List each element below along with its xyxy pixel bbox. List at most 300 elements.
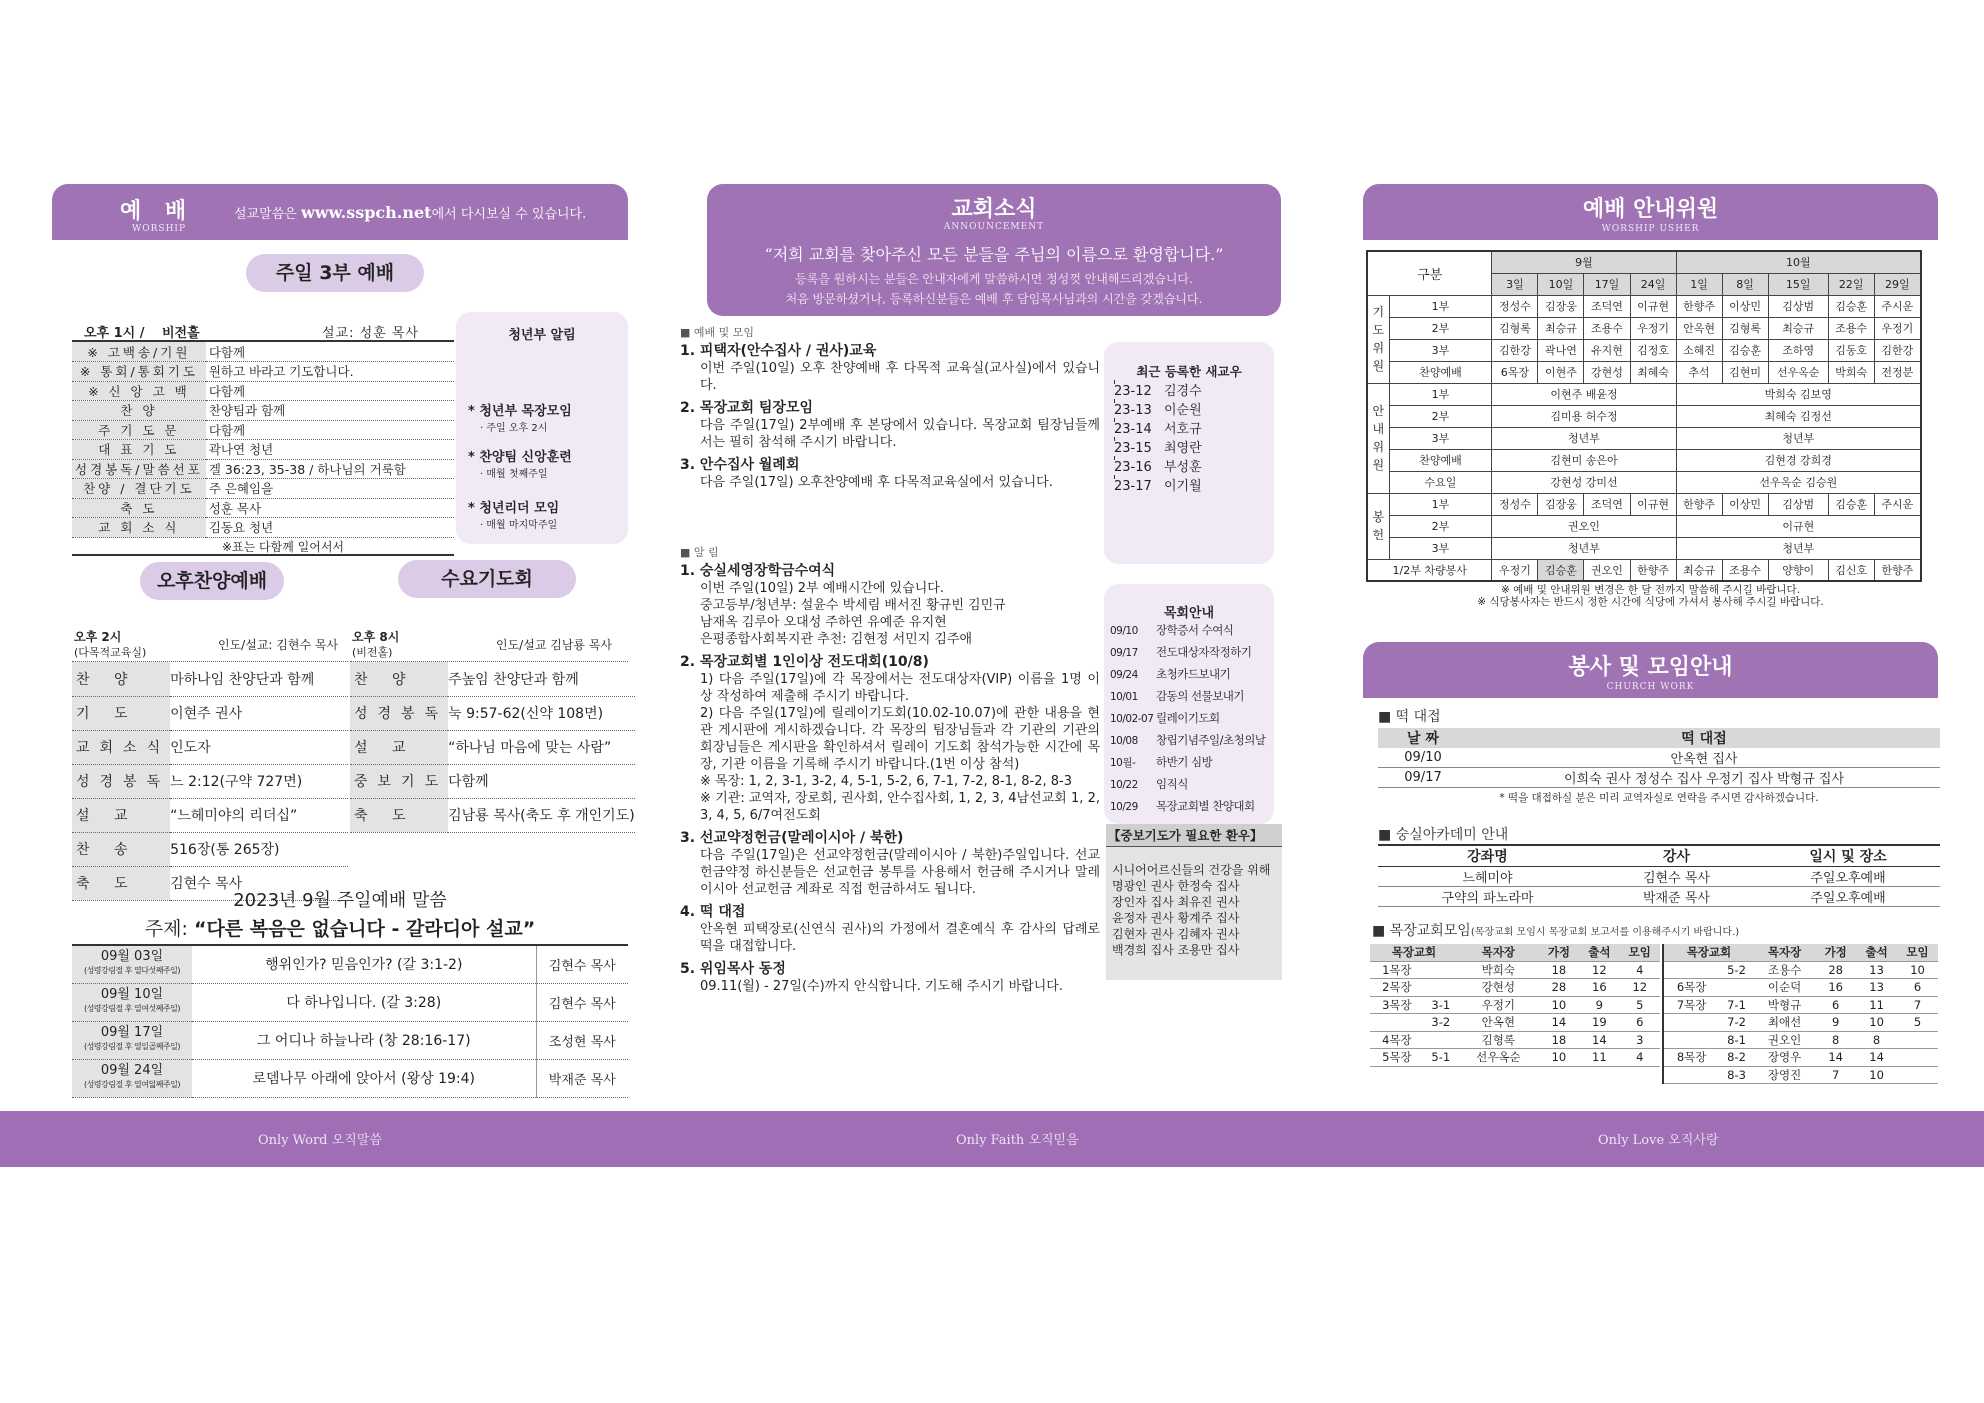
service-value: 김현수 목사 <box>170 866 348 900</box>
mok-cell: 6 <box>1620 1014 1660 1032</box>
mok-cell: 9 <box>1815 1014 1856 1032</box>
usher-cell: 이현주 <box>1538 361 1584 383</box>
mok-cell: 13 <box>1856 979 1897 997</box>
usher-cell: 청년부 <box>1492 537 1676 559</box>
usher-cell: 이현주 배윤정 <box>1492 383 1676 405</box>
service-label: 성경봉독 <box>350 696 448 730</box>
usher-cell: 김정호 <box>1630 339 1676 361</box>
mok-row <box>1663 1049 1938 1067</box>
order-label: ※ 통회/통회기도 <box>72 362 206 382</box>
news-item <box>680 654 1100 824</box>
mok-row <box>1370 961 1660 979</box>
usher-cell: 김승훈 <box>1538 559 1584 581</box>
mok-cell: 5목장 <box>1370 1049 1424 1067</box>
order-value: 겔 36:23, 35-38 / 하나님의 거룩함 <box>206 459 454 479</box>
afternoon-service <box>72 626 348 901</box>
order-value: 찬양팀과 함께 <box>206 401 454 421</box>
wednesday-head: 오후 8시 (비전홀) 인도/설교 김남룡 목사 <box>350 626 628 662</box>
news-welcome-1: 등록을 원하시는 분들은 안내자에게 말씀하시면 정성껏 안내해드리겠습니다. <box>795 272 1193 286</box>
usher-cell: 김형록 <box>1722 317 1768 339</box>
news-title: 교회소식 <box>951 197 1037 222</box>
mok-cell: 선우옥순 <box>1458 1049 1539 1067</box>
academy-head-cell: 일시 및 장소 <box>1756 845 1940 867</box>
usher-row-label: 2부 <box>1389 515 1492 537</box>
academy-cell: 주일오후예배 <box>1756 867 1940 887</box>
mok-cell: 14 <box>1579 1031 1619 1049</box>
mok-row <box>1370 1049 1660 1067</box>
service-label: 설 교 <box>72 798 170 832</box>
usher-sep: 9월 <box>1492 251 1676 273</box>
mok-cell: 12 <box>1620 979 1660 997</box>
rice-name: 안옥현 집사 <box>1468 748 1940 768</box>
mok-row <box>1370 979 1660 997</box>
mok-cell: 3-2 <box>1424 1014 1458 1032</box>
usher-offer-row <box>1367 493 1921 515</box>
mok-cell <box>1663 1031 1719 1049</box>
usher-cell: 우정기 <box>1874 317 1921 339</box>
service-label: 성경봉독 <box>72 764 170 798</box>
academy-head-cell: 강좌명 <box>1378 845 1597 867</box>
prayer-box <box>1106 824 1282 980</box>
service-label: 찬 송 <box>72 832 170 866</box>
mok-cell: 6 <box>1815 996 1856 1014</box>
usher-group-guide: 안내위원 <box>1367 383 1389 493</box>
usher-prayer-row <box>1367 361 1921 383</box>
usher-cell: 안옥현 <box>1676 317 1722 339</box>
usher-cell: 김승훈 <box>1722 339 1768 361</box>
sermon-date: 09월 17일 (성령강림절 후 열일곱째주일) <box>72 1021 192 1059</box>
usher-cell: 정성수 <box>1492 295 1538 317</box>
newcomer-row: 23-14 서호규 <box>1114 422 1202 437</box>
sermon-text: 그 어디나 하늘나라 (창 28:16-17) <box>192 1021 536 1059</box>
news-item-body: 다음 주일(17일)은 선교약정헌금(말레이시아 / 북한)주일입니다. 선교헌금약정 하신분들은 선교헌금 봉투를 사용해서 헌금해 주시거나 말레이시아 선교헌금 계좌로 직접 헌금하셔도 됩니다. <box>700 848 1100 897</box>
sermon-preacher: 김현수 목사 <box>536 983 628 1021</box>
usher-cell: 김형록 <box>1492 317 1538 339</box>
mok-cell: 4 <box>1620 961 1660 979</box>
news-item-body: 안옥현 피택장로(신연식 권사)의 가정에서 결혼예식 후 감사의 답례로 떡을 대접합니다. <box>700 922 1100 954</box>
service-value: 516장(통 265장) <box>170 832 348 866</box>
usher-note-1: ※ 예배 및 안내위원 변경은 한 달 전까지 말씀해 주시길 바랍니다. <box>1500 584 1801 596</box>
mok-cell: 11 <box>1856 996 1897 1014</box>
news-item-title: 2. 목장교회 팀장모임 <box>680 400 813 416</box>
usher-cell: 이규현 <box>1630 493 1676 515</box>
youth-notice-box <box>456 312 628 544</box>
mok-row <box>1663 1014 1938 1032</box>
service-row <box>350 798 635 832</box>
service-title: 봉사 및 모임안내 <box>1568 655 1733 680</box>
usher-sub: WORSHIP USHER <box>1601 224 1700 234</box>
sermon-row <box>72 1021 628 1059</box>
usher-date: 29일 <box>1874 273 1921 295</box>
pastoral-row: 10/02-07 릴레이기도회 <box>1110 711 1220 725</box>
usher-date: 17일 <box>1584 273 1630 295</box>
usher-row-label: 3부 <box>1389 339 1492 361</box>
mok-cell: 1목장 <box>1370 961 1424 979</box>
usher-cell: 박희숙 <box>1828 361 1874 383</box>
mok-row <box>1663 1066 1938 1084</box>
order-row <box>72 401 454 421</box>
order-row <box>72 479 454 499</box>
news-section-2 <box>680 544 1100 1001</box>
worship-note-pre: 설교말씀은 <box>234 207 301 222</box>
usher-cell: 최혜숙 <box>1630 361 1676 383</box>
footer-faith: Only Faith 오직믿음 <box>956 1133 1079 1148</box>
usher-cell: 최혜숙 김정선 <box>1676 405 1921 427</box>
academy-cell: 느헤미야 <box>1378 867 1597 887</box>
service-label: 설 교 <box>350 730 448 764</box>
mok-cell <box>1663 1066 1719 1084</box>
rice-name: 이희숙 권사 정성수 집사 우정기 집사 박형규 집사 <box>1468 768 1940 788</box>
usher-group-offer: 봉헌 <box>1367 493 1389 559</box>
mok-cell: 장영진 <box>1754 1066 1815 1084</box>
service-row <box>350 764 635 798</box>
news-section-1-title: ■ 예배 및 모임 <box>680 326 755 339</box>
mok-cell: 10 <box>1856 1014 1897 1032</box>
mok-cell: 19 <box>1579 1014 1619 1032</box>
usher-cell: 김상범 <box>1768 493 1828 515</box>
service-row <box>350 662 635 696</box>
order-row <box>72 362 454 382</box>
usher-date: 1일 <box>1676 273 1722 295</box>
mok-head-cell: 목자장 <box>1458 944 1539 961</box>
order-row <box>72 381 454 401</box>
rice-head-date: 날 짜 <box>1378 728 1468 748</box>
newcomer-row: 23-12 김경수 <box>1114 384 1202 399</box>
usher-title: 예배 안내위원 <box>1582 197 1719 222</box>
third-service-title: 주일 3부 예배 <box>246 254 424 292</box>
wednesday-title: 수요기도회 <box>398 560 576 598</box>
mok-title: ■ 목장교회모임(목장교회 모임시 목장교회 보고서를 이용해주시기 바랍니다.) <box>1372 923 1740 939</box>
news-item-title: 2. 목장교회별 1인이상 전도대회(10/8) <box>680 654 929 670</box>
usher-header <box>1363 184 1938 240</box>
mok-cell: 8-3 <box>1719 1066 1754 1084</box>
mok-row <box>1663 996 1938 1014</box>
service-value: 이현주 권사 <box>170 696 348 730</box>
mok-cell: 6 <box>1897 979 1938 997</box>
usher-cell: 한향주 <box>1676 295 1722 317</box>
usher-cell: 조덕연 <box>1584 295 1630 317</box>
usher-cell: 김상범 <box>1768 295 1828 317</box>
usher-cell: 강현성 <box>1584 361 1630 383</box>
mok-cell: 14 <box>1539 1014 1579 1032</box>
order-value: 성훈 목사 <box>206 498 454 518</box>
usher-cell: 선우옥순 김승원 <box>1676 471 1921 493</box>
news-item-body: 이번 주일(10일) 오후 찬양예배 후 다목적 교육실(교사실)에서 있습니다. <box>700 361 1100 393</box>
mok-cell: 안옥현 <box>1458 1014 1539 1032</box>
usher-cell: 주시운 <box>1874 295 1921 317</box>
sermon-row <box>72 983 628 1021</box>
usher-cell: 전정분 <box>1874 361 1921 383</box>
rice-date: 09/10 <box>1378 748 1468 768</box>
order-value: 다함께 <box>206 420 454 440</box>
service-value: “느헤미야의 리더십” <box>170 798 348 832</box>
mok-cell <box>1663 961 1719 979</box>
order-value: 다함께 <box>206 381 454 401</box>
usher-cell: 박희숙 김보영 <box>1676 383 1921 405</box>
mok-cell: 3 <box>1620 1031 1660 1049</box>
usher-row-label: 찬양예배 <box>1389 449 1492 471</box>
mok-cell: 16 <box>1815 979 1856 997</box>
mok-cell: 4 <box>1620 1049 1660 1067</box>
rice-row <box>1378 768 1940 788</box>
usher-table <box>1366 250 1922 582</box>
sermon-row <box>72 945 628 983</box>
order-label: 주 기 도 문 <box>72 420 206 440</box>
usher-cell: 김현경 강희경 <box>1676 449 1921 471</box>
mok-head-cell: 모임 <box>1897 944 1938 961</box>
news-item-title: 1. 숭실세영장학금수여식 <box>680 563 836 579</box>
footer-love: Only Love 오직사랑 <box>1598 1133 1719 1148</box>
service-row <box>72 730 348 764</box>
usher-prayer-row <box>1367 317 1921 339</box>
mok-cell: 10 <box>1897 961 1938 979</box>
news-item-body: ※ 목장: 1, 2, 3-1, 3-2, 4, 5-1, 5-2, 6, 7-1, 7-2, 8-1, 8-2, 8-3 <box>700 774 1073 789</box>
news-item-body: 은평종합사회복지관 추천: 김현정 서민지 김주애 <box>700 632 973 647</box>
mok-cell: 10 <box>1539 996 1579 1014</box>
usher-cell: 김승훈 <box>1828 295 1874 317</box>
usher-cell: 김한강 <box>1492 339 1538 361</box>
usher-cell: 정성수 <box>1492 493 1538 515</box>
pastoral-row: 10/29 목장교회별 찬양대회 <box>1110 799 1255 813</box>
service-value: 다함께 <box>448 764 635 798</box>
mok-cell: 권오인 <box>1754 1031 1815 1049</box>
mok-cell: 13 <box>1856 961 1897 979</box>
usher-cell: 이상민 <box>1722 295 1768 317</box>
order-row <box>72 420 454 440</box>
service-value: 김남룡 목사(축도 후 개인기도) <box>448 798 635 832</box>
usher-cell: 김장웅 <box>1538 295 1584 317</box>
worship-sub: WORSHIP <box>132 224 187 234</box>
usher-cell: 김현미 송은아 <box>1492 449 1676 471</box>
order-row <box>72 342 454 362</box>
news-item-body: 남재옥 김루아 오대성 주하연 유예준 유지현 <box>700 615 947 630</box>
mok-cell: 10 <box>1856 1066 1897 1084</box>
news-welcome-2: 처음 방문하셨거나, 등록하신분들은 예배 후 담임목사님과의 시간을 갖겠습니다. <box>785 292 1203 306</box>
mok-cell: 18 <box>1539 1031 1579 1049</box>
prayer-row: 윤정자 권사 황계주 집사 <box>1112 911 1240 925</box>
mok-cell: 8목장 <box>1663 1049 1719 1067</box>
sermon-table <box>72 944 628 1098</box>
usher-guide-row <box>1367 427 1921 449</box>
usher-cell: 청년부 <box>1492 427 1676 449</box>
mok-head-cell: 가정 <box>1539 944 1579 961</box>
usher-cell: 김한강 <box>1874 339 1921 361</box>
newcomers-title: 최근 등록한 새교우 <box>1136 364 1242 379</box>
newcomer-row: 23-13 이순원 <box>1114 403 1202 418</box>
mok-row <box>1663 961 1938 979</box>
sermon-theme: 주제: “다른 복음은 없습니다 - 갈라디아 설교” <box>144 918 536 940</box>
usher-cell: 한향주 <box>1630 559 1676 581</box>
mok-table-right <box>1662 944 1938 1084</box>
usher-car-row <box>1367 559 1921 581</box>
mok-head <box>1663 944 1938 961</box>
mok-cell: 2목장 <box>1370 979 1424 997</box>
usher-cell: 선우옥순 <box>1768 361 1828 383</box>
usher-cell: 권오인 <box>1492 515 1676 537</box>
mok-row <box>1370 1014 1660 1032</box>
mok-head-cell: 목자장 <box>1754 944 1815 961</box>
prayer-row: 장인자 집사 최유진 권사 <box>1112 895 1240 909</box>
service-row <box>72 832 348 866</box>
news-item-title: 3. 안수집사 월례회 <box>680 457 800 473</box>
news-item-title: 1. 피택자(안수집사 / 권사)교육 <box>680 343 877 359</box>
third-service-order <box>72 322 454 556</box>
usher-offer-row <box>1367 537 1921 559</box>
mok-cell: 7목장 <box>1663 996 1719 1014</box>
usher-row-label: 1부 <box>1389 493 1492 515</box>
mok-cell: 7-1 <box>1719 996 1754 1014</box>
service-sub: CHURCH WORK <box>1606 682 1695 692</box>
usher-date: 3일 <box>1492 273 1538 295</box>
order-row <box>72 518 454 538</box>
usher-cell: 조덕연 <box>1584 493 1630 515</box>
service-value: 마하나임 찬양단과 함께 <box>170 662 348 696</box>
pastoral-row: 09/10 장학증서 수여식 <box>1110 623 1234 637</box>
mok-cell <box>1663 1014 1719 1032</box>
mok-row <box>1663 979 1938 997</box>
usher-cell: 김승훈 <box>1828 493 1874 515</box>
usher-cell: 청년부 <box>1676 537 1921 559</box>
order-value: 곽나연 청년 <box>206 440 454 460</box>
usher-cell: 권오인 <box>1584 559 1630 581</box>
usher-car-label: 1/2부 차량봉사 <box>1367 559 1492 581</box>
prayer-intro: 시니어어르신들의 건강을 위해 <box>1112 863 1271 877</box>
footer-word: Only Word 오직말씀 <box>258 1133 382 1148</box>
mok-head-cell: 목장교회 <box>1663 944 1754 961</box>
usher-row-label: 2부 <box>1389 317 1492 339</box>
mok-cell <box>1719 979 1754 997</box>
mok-cell: 4목장 <box>1370 1031 1424 1049</box>
prayer-row: 백경희 집사 조용만 집사 <box>1112 943 1240 957</box>
usher-cell: 한향주 <box>1676 493 1722 515</box>
mok-cell: 5 <box>1620 996 1660 1014</box>
mok-head-cell: 가정 <box>1815 944 1856 961</box>
usher-row-label: 3부 <box>1389 427 1492 449</box>
sermon-date: 09월 10일 (성령강림절 후 열여섯째주일) <box>72 983 192 1021</box>
usher-cell: 조하영 <box>1768 339 1828 361</box>
service-label: 찬 양 <box>72 662 170 696</box>
sermon-date: 09월 24일 (성령강림절 후 열여덟째주일) <box>72 1059 192 1097</box>
mok-cell: 강현성 <box>1458 979 1539 997</box>
order-label: 찬양 / 결단기도 <box>72 479 206 499</box>
service-label: 교회소식 <box>72 730 170 764</box>
order-value: 다함께 <box>206 342 454 362</box>
mok-cell: 28 <box>1815 961 1856 979</box>
news-item-body: 다음 주일(17일) 오후찬양예배 후 다목적교육실에서 있습니다. <box>700 475 1053 490</box>
order-value: 주 은혜임을 <box>206 479 454 499</box>
academy-table <box>1378 844 1940 907</box>
service-label: 축 도 <box>350 798 448 832</box>
newcomer-row: 23-15 최영란 <box>1114 441 1202 456</box>
mok-cell <box>1424 979 1458 997</box>
usher-head-row <box>1367 251 1921 273</box>
youth-item-2: * 찬양팀 신앙훈련 · 매월 첫째주일 <box>468 450 572 480</box>
news-item-body: 09.11(월) - 27일(수)까지 안식합니다. 기도해 주시기 바랍니다. <box>700 979 1063 994</box>
usher-cell: 김미용 허수정 <box>1492 405 1676 427</box>
usher-cell: 김신호 <box>1828 559 1874 581</box>
news-sub: ANNOUNCEMENT <box>943 222 1045 232</box>
mok-cell: 우정기 <box>1458 996 1539 1014</box>
mok-cell: 14 <box>1815 1049 1856 1067</box>
mok-table-left <box>1370 944 1660 1067</box>
usher-cell: 최승규 <box>1676 559 1722 581</box>
pastoral-row: 10/08 창립기념주일/초청의날 <box>1110 733 1266 747</box>
mok-cell: 11 <box>1579 1049 1619 1067</box>
prayer-row: 명광인 권사 한정숙 집사 <box>1112 879 1240 893</box>
usher-cell: 조용수 <box>1828 317 1874 339</box>
sermon-text: 다 하나입니다. (갈 3:28) <box>192 983 536 1021</box>
service-row <box>72 764 348 798</box>
service-label: 기 도 <box>72 696 170 730</box>
usher-cell: 소혜진 <box>1676 339 1722 361</box>
mok-head-cell: 목장교회 <box>1370 944 1458 961</box>
usher-row-label: 1부 <box>1389 383 1492 405</box>
mok-cell: 5 <box>1897 1014 1938 1032</box>
third-service-foot: ※표는 다함께 일어서서 <box>72 538 454 556</box>
news-item <box>680 343 1100 394</box>
mok-cell: 14 <box>1856 1049 1897 1067</box>
mok-cell: 8-2 <box>1719 1049 1754 1067</box>
worship-note-post: 에서 다시보실 수 있습니다. <box>431 207 587 222</box>
service-value: “하나님 마음에 맞는 사람” <box>448 730 635 764</box>
usher-cell: 주시운 <box>1874 493 1921 515</box>
rice-row <box>1378 748 1940 768</box>
news-item <box>680 961 1100 995</box>
usher-cell: 양향이 <box>1768 559 1828 581</box>
order-label: 축 도 <box>72 498 206 518</box>
mok-cell: 박형규 <box>1754 996 1815 1014</box>
mok-cell: 장영우 <box>1754 1049 1815 1067</box>
service-value: 눅 9:57-62(신약 108면) <box>448 696 635 730</box>
usher-group-prayer: 기도위원 <box>1367 295 1389 383</box>
prayer-title: 【중보기도가 필요한 환우】 <box>1106 824 1282 847</box>
afternoon-head: 오후 2시 (다목적교육실) 인도/설교: 김현수 목사 <box>72 626 348 662</box>
news-item <box>680 400 1100 451</box>
academy-cell: 주일오후예배 <box>1756 887 1940 907</box>
usher-date: 10일 <box>1538 273 1584 295</box>
youth-notice-title: 청년부 알림 <box>508 328 576 343</box>
sermon-title: 2023년 9월 주일예배 말씀 <box>233 890 447 911</box>
mok-cell: 3목장 <box>1370 996 1424 1014</box>
news-item-body: 1) 다음 주일(17일)에 각 목장에서는 전도대상자(VIP) 이름을 1명 이상 작성하여 제출해 주시기 바랍니다. <box>700 672 1100 704</box>
service-value: 인도자 <box>170 730 348 764</box>
worship-url[interactable]: www.sspch.net <box>300 203 432 222</box>
service-row <box>72 696 348 730</box>
news-item-title: 4. 떡 대접 <box>680 904 746 920</box>
academy-cell: 김현수 목사 <box>1597 867 1756 887</box>
rice-head <box>1378 728 1940 748</box>
mok-head-cell: 모임 <box>1620 944 1660 961</box>
sermon-preacher: 박재준 목사 <box>536 1059 628 1097</box>
afternoon-title: 오후찬양예배 <box>140 562 284 600</box>
mok-cell: 18 <box>1539 961 1579 979</box>
mok-head <box>1370 944 1660 961</box>
news-item-body: 이번 주일(10일) 2부 예배시간에 있습니다. <box>700 581 944 596</box>
news-section-1 <box>680 324 1100 497</box>
service-row <box>350 730 635 764</box>
news-item <box>680 563 1100 648</box>
worship-note <box>234 203 586 222</box>
news-header <box>707 184 1281 316</box>
mok-cell: 9 <box>1579 996 1619 1014</box>
third-service-head: 오후 1시 / 비전홀 설교: 성훈 목사 <box>72 322 454 342</box>
usher-oct: 10월 <box>1676 251 1921 273</box>
usher-cell: 김장웅 <box>1538 493 1584 515</box>
service-label: 찬 양 <box>350 662 448 696</box>
mok-cell: 6목장 <box>1663 979 1719 997</box>
academy-title: ■ 숭실아카데미 안내 <box>1378 827 1509 843</box>
mok-row <box>1370 996 1660 1014</box>
